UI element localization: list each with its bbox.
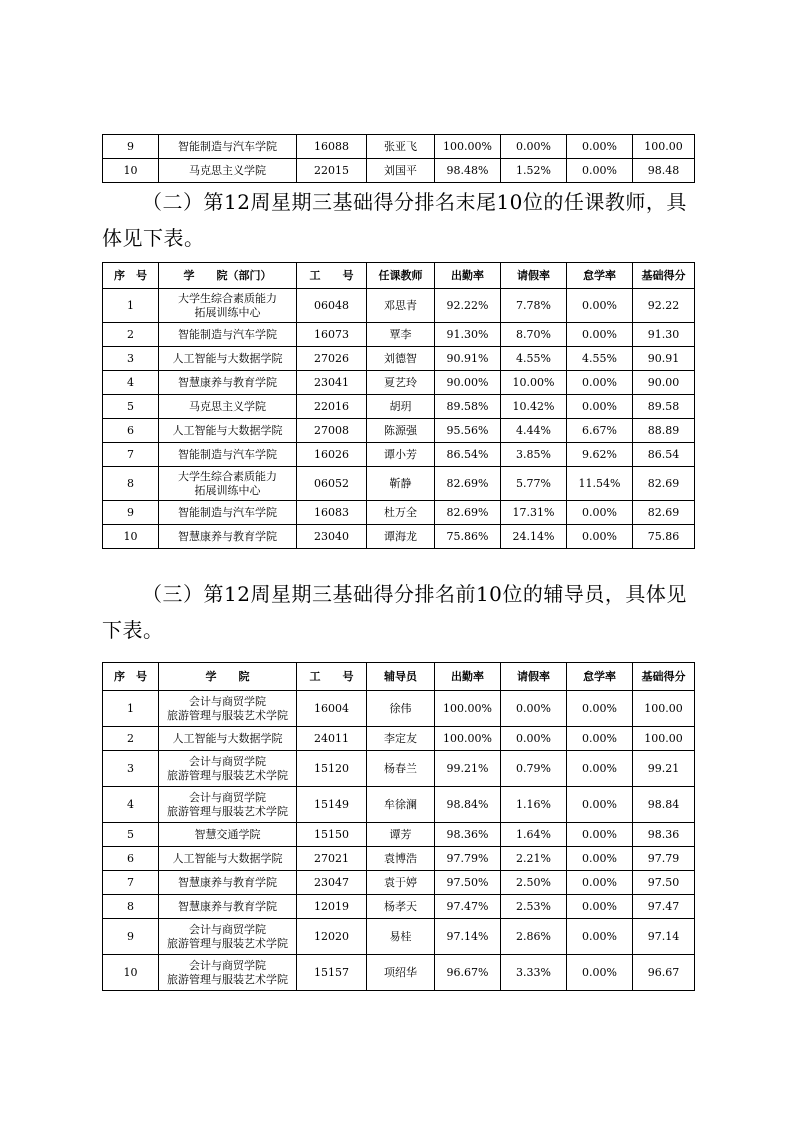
table-cell: 98.84%	[435, 787, 501, 823]
table-cell: 97.47	[633, 895, 695, 919]
table-cell: 98.36	[633, 823, 695, 847]
table-cell: 0.00%	[567, 525, 633, 549]
table-cell: 89.58%	[435, 395, 501, 419]
table-cell: 86.54%	[435, 443, 501, 467]
table-cell: 98.48%	[435, 159, 501, 183]
table-row	[103, 501, 695, 525]
table-cell: 会计与商贸学院 旅游管理与服装艺术学院	[159, 787, 297, 823]
table-cell: 智慧康养与教育学院	[159, 871, 297, 895]
section3-heading-text: （三）第12周星期三基础得分排名前10位的辅导员，具体见下表。	[102, 582, 687, 642]
column-header: 出勤率	[435, 263, 501, 289]
table-cell: 10	[103, 525, 159, 549]
table-cell: 智能制造与汽车学院	[159, 135, 297, 159]
table-cell: 90.00%	[435, 371, 501, 395]
table-cell: 91.30%	[435, 323, 501, 347]
top-continued-table	[102, 134, 695, 183]
table-cell: 17.31%	[501, 501, 567, 525]
table-cell: 96.67	[633, 955, 695, 991]
header-row	[103, 663, 695, 691]
section2-heading	[102, 184, 702, 256]
section3-heading	[102, 576, 702, 648]
table-cell: 0.79%	[501, 751, 567, 787]
column-header: 请假率	[501, 263, 567, 289]
table-cell: 89.58	[633, 395, 695, 419]
column-header: 基础得分	[633, 263, 695, 289]
table-cell: 75.86	[633, 525, 695, 549]
table-cell: 9	[103, 919, 159, 955]
table-cell: 16073	[297, 323, 367, 347]
table-cell: 杨春兰	[367, 751, 435, 787]
table-cell: 1	[103, 691, 159, 727]
table-row	[103, 823, 695, 847]
table-cell: 98.84	[633, 787, 695, 823]
table-cell: 12019	[297, 895, 367, 919]
table-cell: 0.00%	[501, 691, 567, 727]
table-cell: 24011	[297, 727, 367, 751]
table-cell: 0.00%	[567, 289, 633, 323]
table-cell: 27008	[297, 419, 367, 443]
table-cell: 100.00	[633, 727, 695, 751]
table-cell: 智慧康养与教育学院	[159, 525, 297, 549]
table-cell: 99.21	[633, 751, 695, 787]
table-cell: 23047	[297, 871, 367, 895]
table-cell: 谭芳	[367, 823, 435, 847]
table-cell: 97.47%	[435, 895, 501, 919]
table-cell: 4	[103, 787, 159, 823]
table-cell: 75.86%	[435, 525, 501, 549]
table-cell: 86.54	[633, 443, 695, 467]
header-row	[103, 263, 695, 289]
table-cell: 袁于婷	[367, 871, 435, 895]
table-cell: 100.00%	[435, 135, 501, 159]
table-cell: 0.00%	[567, 919, 633, 955]
table-cell: 0.00%	[567, 751, 633, 787]
table-cell: 16026	[297, 443, 367, 467]
table-cell: 90.00	[633, 371, 695, 395]
table-cell: 智慧康养与教育学院	[159, 895, 297, 919]
table-cell: 5.77%	[501, 467, 567, 501]
table-cell: 0.00%	[567, 955, 633, 991]
table-cell: 7	[103, 871, 159, 895]
table-cell: 0.00%	[567, 159, 633, 183]
table-cell: 大学生综合素质能力 拓展训练中心	[159, 289, 297, 323]
table-row	[103, 751, 695, 787]
table-row	[103, 955, 695, 991]
table-cell: 2.86%	[501, 919, 567, 955]
table-cell: 98.48	[633, 159, 695, 183]
table-cell: 11.54%	[567, 467, 633, 501]
table-row	[103, 467, 695, 501]
table-cell: 15157	[297, 955, 367, 991]
table-cell: 06052	[297, 467, 367, 501]
column-header: 怠学率	[567, 263, 633, 289]
table-cell: 15149	[297, 787, 367, 823]
table-cell: 0.00%	[567, 787, 633, 823]
table-row	[103, 419, 695, 443]
table-cell: 100.00	[633, 691, 695, 727]
table-cell: 易桂	[367, 919, 435, 955]
column-header: 任课教师	[367, 263, 435, 289]
table-cell: 杨孝天	[367, 895, 435, 919]
table-cell: 牟徐澜	[367, 787, 435, 823]
table-cell: 90.91	[633, 347, 695, 371]
table-cell: 智能制造与汽车学院	[159, 501, 297, 525]
table-cell: 人工智能与大数据学院	[159, 847, 297, 871]
table-row	[103, 159, 695, 183]
table-cell: 97.14	[633, 919, 695, 955]
table-cell: 10.00%	[501, 371, 567, 395]
table-row	[103, 871, 695, 895]
column-header: 请假率	[501, 663, 567, 691]
table-cell: 人工智能与大数据学院	[159, 419, 297, 443]
table-cell: 91.30	[633, 323, 695, 347]
table-cell: 徐伟	[367, 691, 435, 727]
column-header: 学 院（部门）	[159, 263, 297, 289]
column-header: 出勤率	[435, 663, 501, 691]
table-cell: 智慧康养与教育学院	[159, 371, 297, 395]
section2-heading-text: （二）第12周星期三基础得分排名末尾10位的任课教师，具体见下表。	[102, 190, 687, 250]
column-header: 基础得分	[633, 663, 695, 691]
table-cell: 4.44%	[501, 419, 567, 443]
table-cell: 100.00%	[435, 691, 501, 727]
table-cell: 15120	[297, 751, 367, 787]
table-cell: 大学生综合素质能力 拓展训练中心	[159, 467, 297, 501]
table-cell: 人工智能与大数据学院	[159, 347, 297, 371]
table-row	[103, 347, 695, 371]
table-cell: 智慧交通学院	[159, 823, 297, 847]
table-cell: 0.00%	[567, 371, 633, 395]
counselor-top10-table	[102, 662, 695, 991]
table-cell: 2.53%	[501, 895, 567, 919]
table-cell: 99.21%	[435, 751, 501, 787]
table-cell: 7.78%	[501, 289, 567, 323]
table-cell: 会计与商贸学院 旅游管理与服装艺术学院	[159, 691, 297, 727]
table-cell: 9	[103, 135, 159, 159]
table-cell: 97.14%	[435, 919, 501, 955]
table-cell: 24.14%	[501, 525, 567, 549]
table-cell: 0.00%	[567, 823, 633, 847]
table-row	[103, 847, 695, 871]
table-cell: 96.67%	[435, 955, 501, 991]
table-cell: 97.50%	[435, 871, 501, 895]
table-cell: 0.00%	[567, 501, 633, 525]
table-cell: 82.69%	[435, 467, 501, 501]
column-header: 工 号	[297, 663, 367, 691]
table-cell: 0.00%	[567, 847, 633, 871]
table-cell: 3.85%	[501, 443, 567, 467]
table-cell: 8.70%	[501, 323, 567, 347]
table-cell: 袁博浩	[367, 847, 435, 871]
teacher-bottom10-table	[102, 262, 695, 549]
column-header: 序 号	[103, 263, 159, 289]
table-cell: 23041	[297, 371, 367, 395]
table-cell: 10	[103, 955, 159, 991]
table-cell: 82.69%	[435, 501, 501, 525]
table-cell: 4.55%	[501, 347, 567, 371]
table-cell: 5	[103, 395, 159, 419]
table-cell: 100.00	[633, 135, 695, 159]
table-cell: 10	[103, 159, 159, 183]
table-cell: 82.69	[633, 501, 695, 525]
table-cell: 智能制造与汽车学院	[159, 443, 297, 467]
table-cell: 22015	[297, 159, 367, 183]
table-cell: 06048	[297, 289, 367, 323]
table-row	[103, 443, 695, 467]
table-cell: 3.33%	[501, 955, 567, 991]
table-cell: 23040	[297, 525, 367, 549]
table-row	[103, 895, 695, 919]
table-cell: 97.79%	[435, 847, 501, 871]
table-cell: 3	[103, 751, 159, 787]
table-cell: 22016	[297, 395, 367, 419]
table-row	[103, 395, 695, 419]
table-cell: 陈源强	[367, 419, 435, 443]
table-cell: 覃李	[367, 323, 435, 347]
table-cell: 胡玥	[367, 395, 435, 419]
table-cell: 2	[103, 323, 159, 347]
table-cell: 27026	[297, 347, 367, 371]
table-cell: 靳静	[367, 467, 435, 501]
table-cell: 0.00%	[567, 895, 633, 919]
table-row	[103, 323, 695, 347]
table-cell: 16083	[297, 501, 367, 525]
table-cell: 5	[103, 823, 159, 847]
table-cell: 4.55%	[567, 347, 633, 371]
table-row	[103, 787, 695, 823]
table-cell: 张亚飞	[367, 135, 435, 159]
table-cell: 会计与商贸学院 旅游管理与服装艺术学院	[159, 751, 297, 787]
table-cell: 0.00%	[567, 691, 633, 727]
table-cell: 97.50	[633, 871, 695, 895]
table-cell: 16088	[297, 135, 367, 159]
table-cell: 88.89	[633, 419, 695, 443]
column-header: 辅导员	[367, 663, 435, 691]
table-cell: 100.00%	[435, 727, 501, 751]
table-cell: 6	[103, 419, 159, 443]
table-cell: 82.69	[633, 467, 695, 501]
table-cell: 8	[103, 467, 159, 501]
table-cell: 夏艺玲	[367, 371, 435, 395]
column-header: 学 院	[159, 663, 297, 691]
table-row	[103, 289, 695, 323]
table-cell: 智能制造与汽车学院	[159, 323, 297, 347]
table-row	[103, 691, 695, 727]
table-cell: 谭小芳	[367, 443, 435, 467]
table-cell: 2.21%	[501, 847, 567, 871]
table-cell: 16004	[297, 691, 367, 727]
table-cell: 1.64%	[501, 823, 567, 847]
table-cell: 8	[103, 895, 159, 919]
table-cell: 9	[103, 501, 159, 525]
table-cell: 会计与商贸学院 旅游管理与服装艺术学院	[159, 955, 297, 991]
table-cell: 10.42%	[501, 395, 567, 419]
table-cell: 0.00%	[501, 135, 567, 159]
table-cell: 0.00%	[567, 727, 633, 751]
table-cell: 4	[103, 371, 159, 395]
table-cell: 邓思青	[367, 289, 435, 323]
table-cell: 1	[103, 289, 159, 323]
table-cell: 刘德智	[367, 347, 435, 371]
table-cell: 人工智能与大数据学院	[159, 727, 297, 751]
table-cell: 15150	[297, 823, 367, 847]
table-row	[103, 371, 695, 395]
table-cell: 95.56%	[435, 419, 501, 443]
table-cell: 90.91%	[435, 347, 501, 371]
table-cell: 3	[103, 347, 159, 371]
table-cell: 刘国平	[367, 159, 435, 183]
table-cell: 6.67%	[567, 419, 633, 443]
table-cell: 杜万全	[367, 501, 435, 525]
table-cell: 0.00%	[567, 395, 633, 419]
table-cell: 12020	[297, 919, 367, 955]
table-cell: 92.22	[633, 289, 695, 323]
table-row	[103, 135, 695, 159]
table-cell: 0.00%	[567, 135, 633, 159]
table-cell: 6	[103, 847, 159, 871]
table-cell: 0.00%	[501, 727, 567, 751]
table-cell: 9.62%	[567, 443, 633, 467]
table-cell: 27021	[297, 847, 367, 871]
table-cell: 谭海龙	[367, 525, 435, 549]
table-cell: 1.52%	[501, 159, 567, 183]
table-cell: 马克思主义学院	[159, 159, 297, 183]
column-header: 工 号	[297, 263, 367, 289]
table-cell: 马克思主义学院	[159, 395, 297, 419]
table-cell: 1.16%	[501, 787, 567, 823]
table-cell: 0.00%	[567, 323, 633, 347]
table-cell: 会计与商贸学院 旅游管理与服装艺术学院	[159, 919, 297, 955]
table-cell: 98.36%	[435, 823, 501, 847]
table-cell: 92.22%	[435, 289, 501, 323]
table-cell: 李定友	[367, 727, 435, 751]
table-cell: 2	[103, 727, 159, 751]
table-row	[103, 525, 695, 549]
table-row	[103, 727, 695, 751]
table-row	[103, 919, 695, 955]
column-header: 怠学率	[567, 663, 633, 691]
table-cell: 97.79	[633, 847, 695, 871]
table-cell: 0.00%	[567, 871, 633, 895]
table-cell: 项绍华	[367, 955, 435, 991]
table-cell: 2.50%	[501, 871, 567, 895]
column-header: 序 号	[103, 663, 159, 691]
table-cell: 7	[103, 443, 159, 467]
